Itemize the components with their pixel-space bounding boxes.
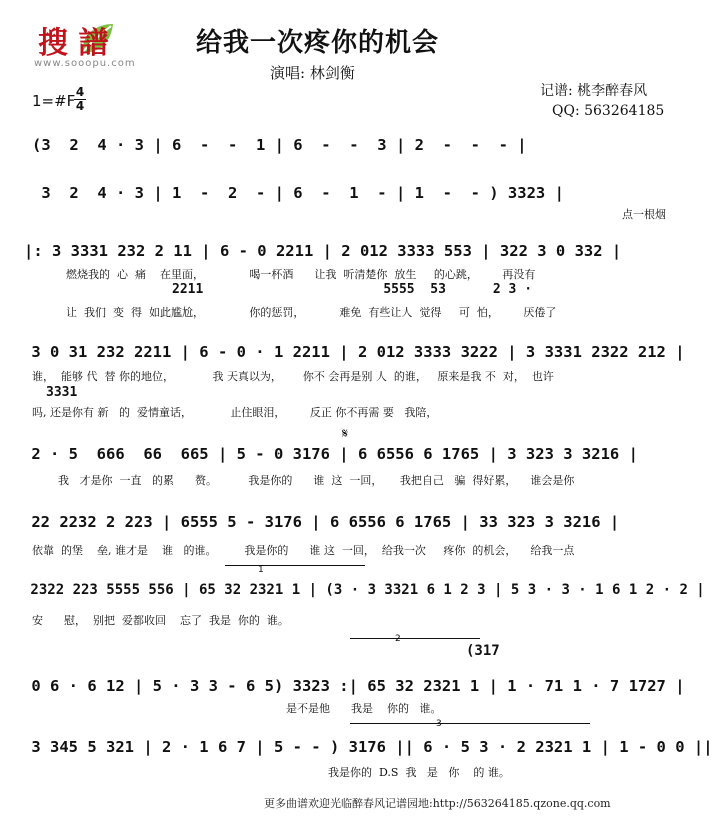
lyrics-line-3b: 让 我们 变 得 如此尴尬， 你的惩罚， 难免 有些让人 觉得 可 怕， 厌倦了	[66, 306, 557, 319]
lyrics-line-3a: 燃烧我的 心 痛 在里面， 喝一杯酒 让我 听清楚你 放生 的心跳， 再没有	[66, 268, 536, 281]
site-logo[interactable]	[30, 14, 160, 74]
notation-line-3: |: 3 3331 232 2 11 | 6 - 0 2211 | 2 012 3333 553 | 322 3 0 332 |	[24, 242, 622, 260]
lyrics-line-6: 依靠 的堡 垒, 谁才是 谁 的谁。 我是你的 谁 这 一回， 给我一次 疼你 的机会， 给我一点	[32, 544, 575, 557]
volta-number-1: 1	[258, 565, 264, 575]
alt-notation-line-3: 2211 5555 53 2 3 ·	[172, 282, 533, 297]
footer-link[interactable]: 更多曲谱欢迎光临醉春风记谱园地:http://563264185.qzone.qq.com	[264, 797, 611, 810]
time-signature	[74, 86, 86, 113]
lyrics-line-7: 安 慰， 别把 爱都收回 忘了 我是 你的 谁。	[32, 614, 289, 627]
volta-bracket-1	[225, 565, 365, 566]
song-title: 给我一次疼你的机会	[196, 28, 440, 58]
alt-notation-line-4: 3331	[46, 385, 78, 400]
logo-text: 搜 譜	[38, 26, 109, 61]
logo-url: www.sooopu.com	[34, 58, 136, 69]
alt-notation-line-8: (317	[466, 643, 500, 659]
singer-credit: 演唱: 林剑衡	[270, 64, 355, 82]
time-signature-bottom: 4	[75, 99, 85, 113]
volta-bracket-3	[350, 723, 590, 724]
lyrics-line-8: 是不是他 我是 你的 谁。	[286, 702, 442, 715]
notation-line-4: 3 0 31 232 2211 | 6 - 0 · 1 2211 | 2 012 3333 3222 | 3 3331 2322 212 |	[22, 343, 685, 361]
lyrics-line-2: 点一根烟	[622, 208, 666, 221]
notation-line-8: 0 6 · 6 12 | 5 · 3 3 - 6 5) 3323 :| 65 32 2321 1 | 1 · 71 1 · 7 1727 |	[22, 677, 685, 695]
lyrics-line-9: 我是你的 D.S 我 是 你 的 谁。	[328, 766, 510, 779]
notation-line-9: 3 345 5 321 | 2 · 1 6 7 | 5 - - ) 3176 || 6 · 5 3 · 2 2321 1 | 1 - 0 0 ||	[22, 738, 713, 756]
lyrics-line-5: 我 才是你 一直 的累 赘。 我是你的 谁 这 一回， 我把自己 骗 得好累， 谁会是你	[58, 474, 575, 487]
notation-line-6: 22 2232 2 223 | 6555 5 - 3176 | 6 6556 6 1765 | 33 323 3 3216 |	[22, 513, 620, 531]
lyrics-line-4b: 吗, 还是你有 新 的 爱情童话， 止住眼泪， 反正 你不再需 要 我陪，	[32, 406, 438, 419]
notation-line-5: 2 · 5 666 66 665 | 5 - 0 3176 | 6 6556 6 1765 | 3 323 3 3216 |	[22, 445, 638, 463]
transcriber-credit: 记谱: 桃李醉春风	[540, 83, 648, 99]
notation-line-7: 2322 223 5555 556 | 65 32 2321 1 | (3 · 3 3321 6 1 2 3 | 5 3 · 3 · 1 6 1 2 · 2 |	[22, 582, 705, 598]
notation-line-2: 3 2 4 · 3 | 1 - 2 - | 6 - 1 - | 1 - - ) 3323 |	[32, 184, 564, 202]
notation-line-1: (3 2 4 · 3 | 6 - - 1 | 6 - - 3 | 2 - - - |	[32, 136, 527, 154]
volta-number-2: 2	[395, 634, 401, 644]
volta-number-3: 3	[436, 719, 442, 729]
segno-sign: 𝄋	[342, 426, 349, 442]
time-signature-top: 4	[75, 85, 85, 99]
volta-bracket-2	[350, 638, 480, 639]
qq-number: QQ: 563264185	[552, 103, 665, 119]
lyrics-line-4a: 谁， 能够 代 替 你的地位， 我 天真以为， 你不 会再是别 人 的谁， 原来是我 不 对， 也许	[32, 370, 554, 383]
key-signature: 1=#F	[32, 92, 76, 110]
